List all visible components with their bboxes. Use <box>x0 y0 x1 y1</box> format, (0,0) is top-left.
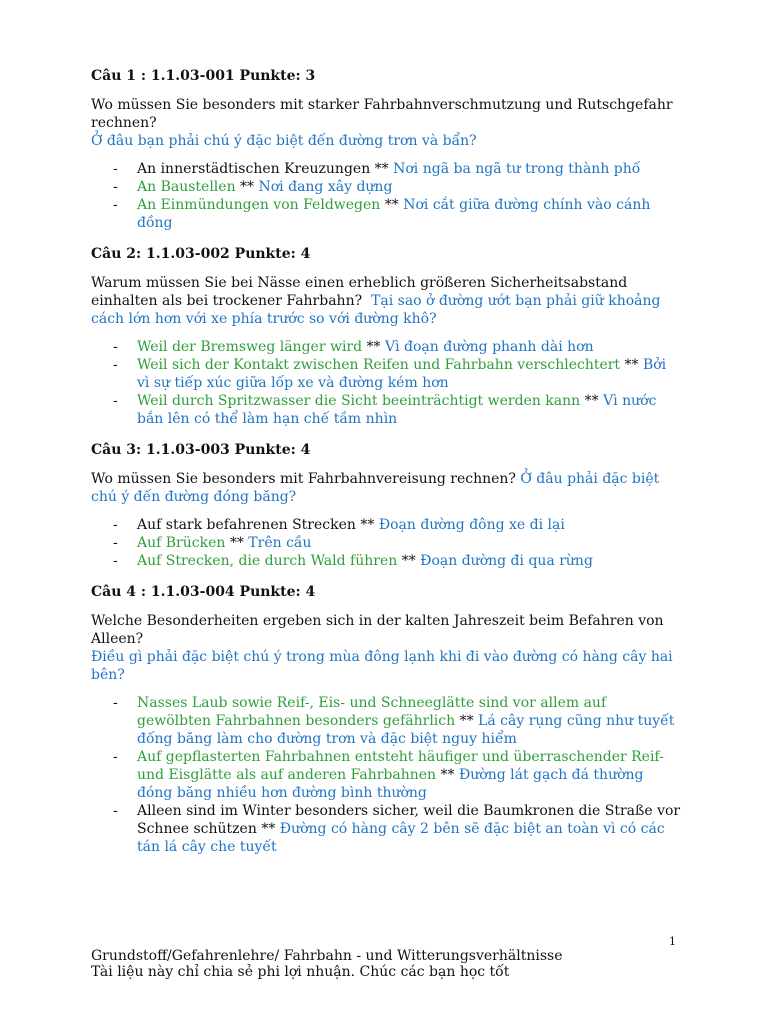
answer-item <box>91 748 681 802</box>
answer-list <box>91 516 681 570</box>
bullet-dash: - <box>113 749 118 765</box>
answer-german: Weil der Bremsweg länger wird <box>137 339 363 355</box>
question-text <box>91 274 681 328</box>
answer-vietnamese: Vì đoạn đường phanh dài hơn <box>385 339 594 355</box>
answer-german: An Einmündungen von Feldwegen <box>137 197 381 213</box>
answer-vietnamese: Đoạn đường đông xe đi lại <box>378 517 565 533</box>
bullet-dash: - <box>113 161 118 177</box>
answer-item <box>91 516 681 534</box>
question-text <box>91 96 681 150</box>
question-vietnamese: Ở đâu bạn phải chú ý đặc biệt đến đường trơn và bẩn? <box>91 133 477 149</box>
answer-german: Auf stark befahrenen Strecken <box>137 517 356 533</box>
question-heading: Câu 2: 1.1.03-002 Punkte: 4 <box>91 246 311 262</box>
separator: ** <box>584 393 599 409</box>
answer-german: Auf Brücken <box>137 535 226 551</box>
answer-list <box>91 160 681 232</box>
answer-vietnamese: Lá cây rụng cũng như tuyết đống băng làm cho đường trơn và đặc biệt nguy hiểm <box>137 713 675 747</box>
answer-vietnamese: Đường lát gạch đá thường đóng băng nhiều hơn đường bình thường <box>137 767 644 801</box>
answer-item <box>91 552 681 570</box>
bullet-dash: - <box>113 535 118 551</box>
bullet-dash: - <box>113 517 118 533</box>
bullet-dash: - <box>113 553 118 569</box>
question-block <box>91 66 681 232</box>
question-heading: Câu 4 : 1.1.03-004 Punkte: 4 <box>91 584 316 600</box>
separator: ** <box>401 553 416 569</box>
question-text <box>91 612 681 684</box>
document-page <box>91 66 681 868</box>
separator: ** <box>229 535 244 551</box>
answer-german: An Baustellen <box>137 179 236 195</box>
answer-vietnamese: Nơi ngã ba ngã tư trong thành phố <box>393 161 641 177</box>
answer-item <box>91 338 681 356</box>
answer-item <box>91 802 681 856</box>
question-block <box>91 440 681 570</box>
answer-german: Nasses Laub sowie Reif-, Eis- und Schneeglätte sind vor allem auf gewölbten Fahrbahnen besonders gefährlich <box>137 695 607 729</box>
page-number: 1 <box>669 935 676 948</box>
separator: ** <box>374 161 389 177</box>
answer-vietnamese: Đoạn đường đi qua rừng <box>420 553 593 569</box>
answer-vietnamese: Nơi cắt giữa đường chính vào cánh đồng <box>137 197 651 231</box>
bullet-dash: - <box>113 695 118 711</box>
answer-item <box>91 534 681 552</box>
separator: ** <box>360 517 375 533</box>
separator: ** <box>366 339 381 355</box>
question-german: Wo müssen Sie besonders mit starker Fahrbahnverschmutzung und Rutschgefahr rechnen? <box>91 97 673 131</box>
answer-item <box>91 356 681 392</box>
separator: ** <box>240 179 255 195</box>
answer-german: Weil sich der Kontakt zwischen Reifen und Fahrbahn verschlechtert <box>137 357 621 373</box>
answer-item <box>91 178 681 196</box>
answer-german: Auf Strecken, die durch Wald führen <box>137 553 398 569</box>
footer-title: Grundstoff/Gefahrenlehre/ Fahrbahn - und Witterungsverhältnisse <box>91 948 563 964</box>
separator: ** <box>384 197 399 213</box>
separator: ** <box>459 713 474 729</box>
answer-vietnamese: Trên cầu <box>248 535 312 551</box>
separator: ** <box>261 821 276 837</box>
answer-list <box>91 338 681 428</box>
answer-item <box>91 694 681 748</box>
footer-note: Tài liệu này chỉ chia sẻ phi lợi nhuận. Chúc các bạn học tốt <box>91 964 510 980</box>
question-block <box>91 244 681 428</box>
bullet-dash: - <box>113 179 118 195</box>
question-block <box>91 582 681 856</box>
answer-item <box>91 392 681 428</box>
bullet-dash: - <box>113 803 118 819</box>
question-vietnamese: Ở đâu phải đặc biệt chú ý đến đường đóng băng? <box>91 471 660 505</box>
answer-list <box>91 694 681 856</box>
answer-item <box>91 196 681 232</box>
bullet-dash: - <box>113 357 118 373</box>
question-german: Warum müssen Sie bei Nässe einen erheblich größeren Sicherheitsabstand einhalten als bei trockener Fahrbahn? <box>91 275 628 309</box>
answer-german: Alleen sind im Winter besonders sicher, weil die Baumkronen die Straße vor Schnee schützen <box>137 803 681 837</box>
question-german: Welche Besonderheiten ergeben sich in der kalten Jahreszeit beim Befahren von Alleen? <box>91 613 664 647</box>
question-vietnamese: Tại sao ở đường ướt bạn phải giữ khoảng cách lớn hơn với xe phía trước so với đường khô? <box>91 293 661 327</box>
answer-german: Weil durch Spritzwasser die Sicht beeinträchtigt werden kann <box>137 393 581 409</box>
bullet-dash: - <box>113 393 118 409</box>
question-text <box>91 470 681 506</box>
bullet-dash: - <box>113 197 118 213</box>
answer-german: An innerstädtischen Kreuzungen <box>137 161 371 177</box>
answer-vietnamese: Vì nước bắn lên có thể làm hạn chế tầm nhìn <box>137 393 657 427</box>
answer-german: Auf gepflasterten Fahrbahnen entsteht häufiger und überraschender Reif- und Eisglätte als auf anderen Fahrbahnen <box>137 749 664 783</box>
answer-vietnamese: Đường có hàng cây 2 bên sẽ đặc biệt an toàn vì có các tán lá cây che tuyết <box>137 821 665 855</box>
separator: ** <box>624 357 639 373</box>
page-footer <box>91 948 681 980</box>
bullet-dash: - <box>113 339 118 355</box>
answer-vietnamese: Bởi vì sự tiếp xúc giữa lốp xe và đường kém hơn <box>137 357 667 391</box>
answer-item <box>91 160 681 178</box>
question-vietnamese: Điều gì phải đặc biệt chú ý trong mùa đông lạnh khi đi vào đường có hàng cây hai bên? <box>91 649 673 683</box>
question-heading: Câu 3: 1.1.03-003 Punkte: 4 <box>91 442 311 458</box>
separator: ** <box>440 767 455 783</box>
question-heading: Câu 1 : 1.1.03-001 Punkte: 3 <box>91 68 316 84</box>
answer-vietnamese: Nơi đang xây dựng <box>258 179 393 195</box>
question-german: Wo müssen Sie besonders mit Fahrbahnvereisung rechnen? <box>91 471 516 487</box>
